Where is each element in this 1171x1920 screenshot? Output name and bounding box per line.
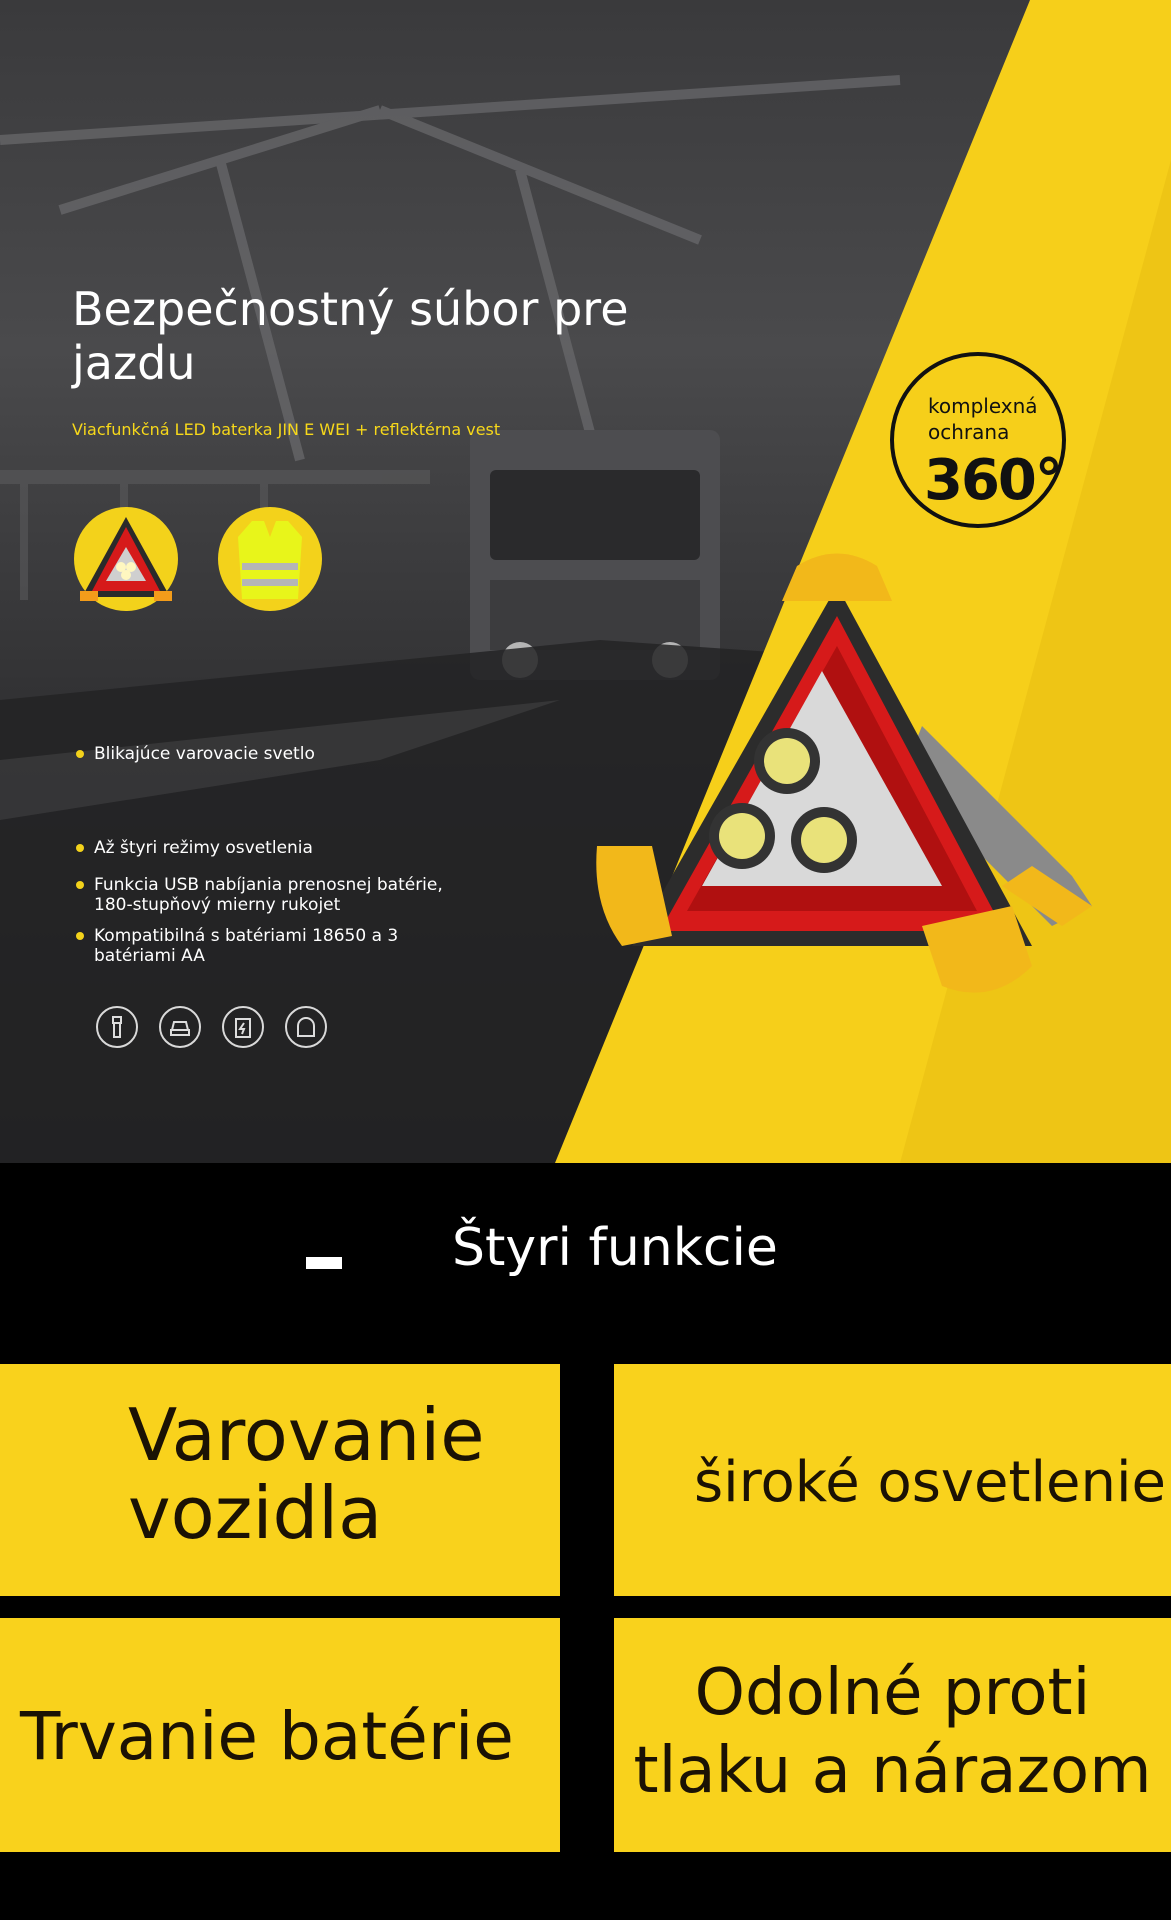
bullet-icon: [76, 844, 84, 852]
feature-card-vehicle-warning: [0, 1364, 560, 1596]
feature-item: [76, 875, 476, 915]
flashlight-icon: [96, 1006, 138, 1048]
badge-degrees: 360°: [924, 448, 1061, 513]
feature-text: Funkcia USB nabíjania prenosnej batérie, 180-stupňový mierny rukojet: [94, 875, 443, 915]
feature-text: Až štyri režimy osvetlenia: [94, 838, 313, 858]
feature-text: Kompatibilná s batériami 18650 a 3 batériami AA: [94, 926, 399, 966]
warning-triangle-product: [592, 546, 1102, 1026]
reflective-vest-icon: [218, 507, 322, 611]
bullet-icon: [76, 750, 84, 758]
card-label: Trvanie batérie: [20, 1698, 514, 1775]
warning-triangle-thumbnail: [74, 507, 178, 611]
badge-line-1: komplexná: [928, 394, 1038, 418]
feature-item: [76, 838, 313, 858]
battery-charge-icon: [222, 1006, 264, 1048]
badge-line-2: ochrana: [928, 420, 1010, 444]
feature-icons: [96, 1006, 327, 1048]
card-label: Varovanie vozidla: [128, 1393, 485, 1555]
car-icon: [159, 1006, 201, 1048]
reflective-vest-thumbnail: [218, 507, 322, 611]
feature-card-wide-lighting: [614, 1364, 1171, 1596]
protection-badge: [890, 352, 1066, 528]
warning-triangle-icon: [74, 507, 178, 611]
hero-subtitle: Viacfunkčná LED baterka JIN E WEI + reflektérna vest: [72, 420, 501, 439]
hero-title: Bezpečnostný súbor pre jazdu: [72, 282, 629, 390]
feature-card-battery-life: [0, 1618, 560, 1852]
feature-card-impact-resistance: [614, 1618, 1171, 1852]
card-label: široké osvetlenie: [694, 1450, 1166, 1515]
bullet-icon: [76, 881, 84, 889]
feature-text: Blikajúce varovacie svetlo: [94, 744, 315, 764]
section-dash: [306, 1257, 342, 1269]
feature-item: [76, 926, 476, 966]
section-title: Štyri funkcie: [452, 1218, 778, 1278]
bullet-icon: [76, 932, 84, 940]
tunnel-light-icon: [285, 1006, 327, 1048]
feature-item: [76, 744, 315, 764]
card-label: Odolné proti tlaku a nárazom: [633, 1656, 1152, 1808]
